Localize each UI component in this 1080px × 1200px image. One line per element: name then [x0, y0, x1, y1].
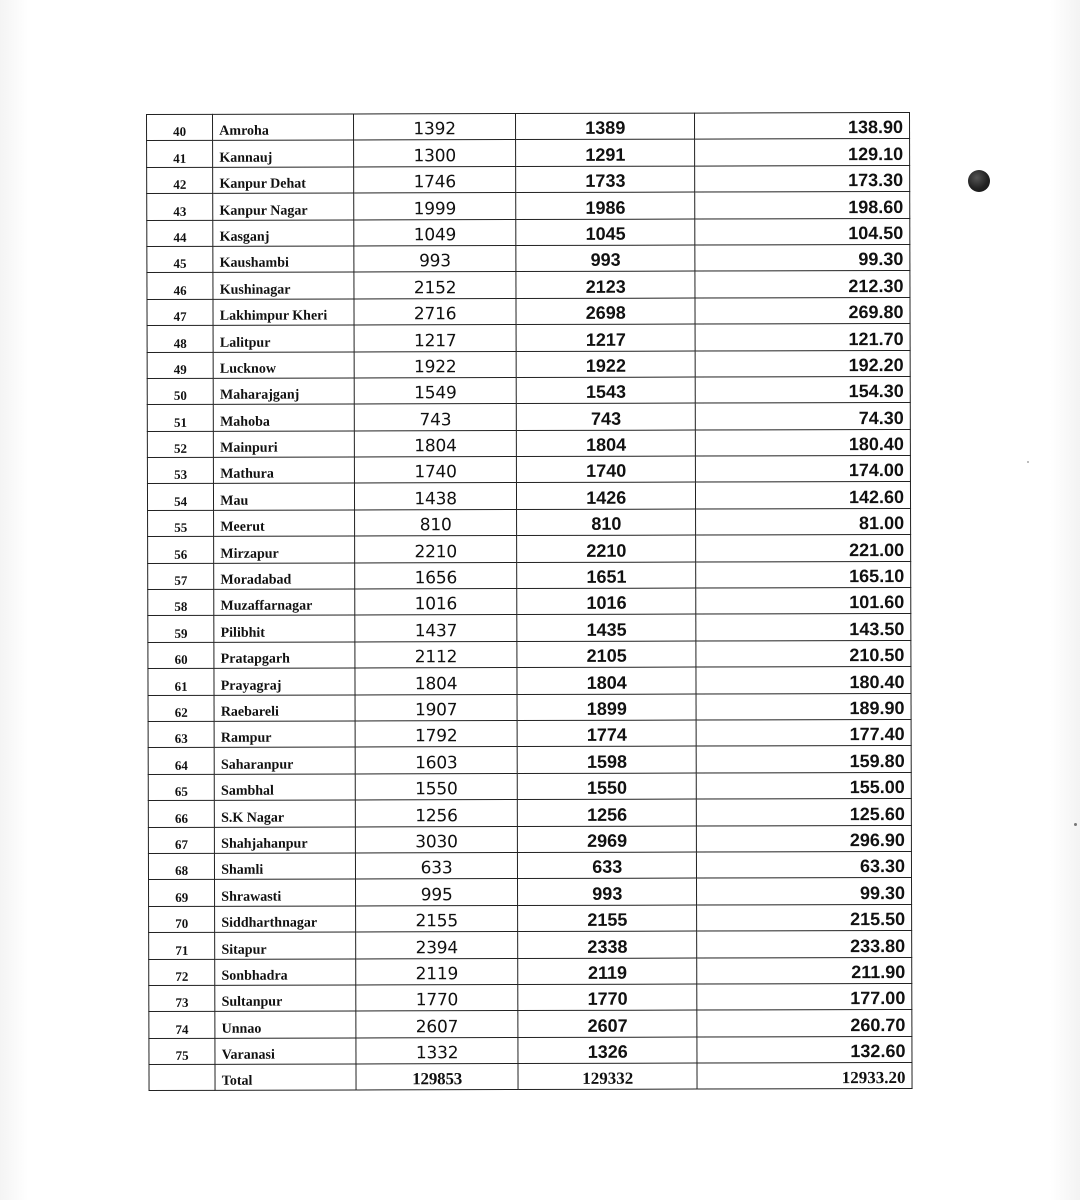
serial-number-cell: 51 — [147, 405, 213, 432]
value-a-cell: 2112 — [355, 641, 518, 668]
serial-number-cell: 53 — [147, 457, 213, 484]
serial-number-cell: 69 — [149, 880, 215, 907]
district-name-cell: Mahoba — [214, 404, 355, 431]
value-c-cell: 180.40 — [695, 429, 910, 456]
value-a-cell: 1907 — [355, 694, 518, 721]
value-b-cell: 1435 — [517, 614, 696, 641]
value-b-cell: 1804 — [517, 667, 696, 694]
value-a-cell: 1550 — [355, 773, 518, 800]
value-b-cell: 2969 — [518, 826, 697, 853]
district-name-cell: Maharajganj — [213, 378, 354, 405]
serial-number-cell: 74 — [149, 1012, 215, 1039]
serial-number-cell: 63 — [148, 721, 214, 748]
value-c-cell: 63.30 — [697, 851, 912, 878]
value-c-cell: 104.50 — [695, 218, 910, 245]
district-name-cell: Lalitpur — [213, 325, 354, 352]
value-b-cell: 743 — [517, 403, 696, 430]
value-c-cell: 180.40 — [696, 667, 911, 694]
value-a-cell: 2394 — [355, 932, 518, 959]
value-c-cell: 74.30 — [695, 403, 910, 430]
total-serial-number-cell — [149, 1064, 215, 1091]
value-c-cell: 177.40 — [696, 719, 911, 746]
district-name-cell: Kanpur Dehat — [213, 167, 354, 194]
table-row — [148, 614, 911, 642]
table-row — [149, 983, 912, 1011]
value-c-cell: 198.60 — [695, 192, 910, 219]
value-c-cell: 260.70 — [697, 1010, 912, 1037]
value-b-cell: 1774 — [518, 720, 697, 747]
value-b-cell: 1804 — [517, 430, 696, 457]
value-c-cell: 81.00 — [696, 508, 911, 535]
district-name-cell: Mainpuri — [214, 431, 355, 458]
table-row — [148, 667, 911, 695]
district-name-cell: Siddharthnagar — [215, 906, 356, 933]
total-district-name-cell: Total — [215, 1064, 356, 1091]
district-name-cell: Muzaffarnagar — [214, 589, 355, 616]
table-row — [147, 139, 910, 167]
table-row — [147, 218, 910, 246]
district-name-cell: Lucknow — [213, 351, 354, 378]
serial-number-cell: 45 — [147, 246, 213, 273]
table-row — [148, 693, 911, 721]
serial-number-cell: 52 — [147, 431, 213, 458]
district-name-cell: Raebareli — [214, 695, 355, 722]
value-b-cell: 633 — [518, 852, 697, 879]
table-row — [147, 482, 910, 510]
value-a-cell: 1016 — [355, 589, 518, 616]
value-b-cell: 993 — [518, 878, 697, 905]
serial-number-cell: 48 — [147, 325, 213, 352]
value-b-cell: 1543 — [517, 377, 696, 404]
value-c-cell: 143.50 — [696, 614, 911, 641]
serial-number-cell: 64 — [148, 748, 214, 775]
value-b-cell: 1291 — [516, 139, 695, 166]
serial-number-cell: 70 — [149, 906, 215, 933]
value-a-cell: 1438 — [354, 483, 517, 510]
value-c-cell: 138.90 — [695, 113, 910, 140]
serial-number-cell: 41 — [147, 141, 213, 168]
district-name-cell: Prayagraj — [214, 668, 355, 695]
district-name-cell: Shrawasti — [215, 879, 356, 906]
serial-number-cell: 61 — [148, 669, 214, 696]
table-row — [148, 746, 911, 774]
value-a-cell: 3030 — [355, 826, 518, 853]
serial-number-cell: 65 — [148, 774, 214, 801]
table-row — [147, 271, 910, 299]
serial-number-cell: 75 — [149, 1038, 215, 1065]
serial-number-cell: 71 — [149, 932, 215, 959]
value-c-cell: 155.00 — [696, 772, 911, 799]
table-row — [148, 508, 911, 536]
table-row — [147, 350, 910, 378]
table-row — [149, 904, 912, 932]
value-a-cell: 1740 — [354, 457, 517, 484]
value-a-cell: 1999 — [354, 193, 517, 220]
serial-number-cell: 43 — [147, 193, 213, 220]
table-row — [148, 851, 911, 879]
value-c-cell: 154.30 — [695, 376, 910, 403]
value-c-cell: 125.60 — [696, 799, 911, 826]
district-name-cell: Unnao — [215, 1011, 356, 1038]
table-row — [147, 376, 910, 404]
district-name-cell: Saharanpur — [214, 747, 355, 774]
district-name-cell: Sambhal — [214, 774, 355, 801]
value-b-cell: 2607 — [518, 1010, 697, 1037]
value-c-cell: 269.80 — [695, 297, 910, 324]
value-c-cell: 177.00 — [697, 983, 912, 1010]
value-c-cell: 215.50 — [697, 904, 912, 931]
value-b-cell: 1598 — [518, 746, 697, 773]
table-row — [147, 244, 910, 272]
table-row — [147, 429, 910, 457]
serial-number-cell: 59 — [148, 616, 214, 643]
value-c-cell: 101.60 — [696, 588, 911, 615]
value-c-cell: 221.00 — [696, 535, 911, 562]
value-a-cell: 1804 — [355, 668, 518, 695]
value-a-cell: 1256 — [355, 800, 518, 827]
table-row — [148, 719, 911, 747]
value-b-cell: 2210 — [517, 535, 696, 562]
value-b-cell: 1426 — [517, 483, 696, 510]
district-name-cell: Sonbhadra — [215, 958, 356, 985]
serial-number-cell: 62 — [148, 695, 214, 722]
district-name-cell: Sitapur — [215, 932, 356, 959]
district-name-cell: Meerut — [214, 510, 355, 537]
serial-number-cell: 67 — [148, 827, 214, 854]
table-body — [147, 113, 913, 1091]
table-row — [148, 561, 911, 589]
district-name-cell: Mirzapur — [214, 536, 355, 563]
value-b-cell: 1326 — [518, 1037, 697, 1064]
value-b-cell: 1899 — [517, 694, 696, 721]
serial-number-cell: 40 — [147, 114, 213, 141]
value-c-cell: 142.60 — [696, 482, 911, 509]
value-a-cell: 1549 — [354, 377, 517, 404]
value-b-cell: 2155 — [518, 905, 697, 932]
table-row — [148, 799, 911, 827]
serial-number-cell: 47 — [147, 299, 213, 326]
district-name-cell: Mathura — [214, 457, 355, 484]
district-name-cell: S.K Nagar — [215, 800, 356, 827]
value-a-cell: 2716 — [354, 298, 517, 325]
table-row — [148, 588, 911, 616]
value-b-cell: 1740 — [517, 456, 696, 483]
serial-number-cell: 55 — [148, 510, 214, 537]
value-b-cell: 1986 — [516, 192, 695, 219]
scan-speck — [1074, 823, 1077, 826]
value-b-cell: 810 — [517, 509, 696, 536]
serial-number-cell: 46 — [147, 273, 213, 300]
value-c-cell: 233.80 — [697, 931, 912, 958]
total-value-c-cell: 12933.20 — [697, 1063, 912, 1090]
value-a-cell: 1049 — [354, 219, 517, 246]
value-a-cell: 1746 — [353, 166, 516, 193]
district-name-cell: Sultanpur — [215, 985, 356, 1012]
value-a-cell: 743 — [354, 404, 517, 431]
district-name-cell: Pratapgarh — [214, 642, 355, 669]
district-name-cell: Moradabad — [214, 563, 355, 590]
value-a-cell: 2119 — [356, 958, 519, 985]
value-b-cell: 1016 — [517, 588, 696, 615]
serial-number-cell: 68 — [148, 853, 214, 880]
table-row — [147, 456, 910, 484]
value-b-cell: 1389 — [516, 113, 695, 140]
value-a-cell: 1437 — [355, 615, 518, 642]
scan-speck — [1027, 461, 1029, 463]
total-row — [149, 1063, 912, 1091]
value-c-cell: 174.00 — [696, 456, 911, 483]
serial-number-cell: 44 — [147, 220, 213, 247]
district-name-cell: Shamli — [215, 853, 356, 880]
value-a-cell: 995 — [355, 879, 518, 906]
table-row — [149, 1036, 912, 1064]
punch-hole-mark — [968, 170, 990, 192]
value-c-cell: 99.30 — [695, 244, 910, 271]
value-b-cell: 1770 — [518, 984, 697, 1011]
value-a-cell: 2210 — [354, 536, 517, 563]
value-b-cell: 2338 — [518, 931, 697, 958]
value-b-cell: 1922 — [517, 351, 696, 378]
value-b-cell: 2698 — [516, 298, 695, 325]
table-row — [149, 1010, 912, 1038]
serial-number-cell: 50 — [147, 378, 213, 405]
value-c-cell: 121.70 — [695, 324, 910, 351]
table-row — [149, 957, 912, 985]
value-b-cell: 2119 — [518, 958, 697, 985]
value-c-cell: 173.30 — [695, 165, 910, 192]
value-a-cell: 993 — [354, 245, 517, 272]
serial-number-cell: 49 — [147, 352, 213, 379]
serial-number-cell: 58 — [148, 589, 214, 616]
value-b-cell: 1217 — [516, 324, 695, 351]
table-row — [148, 535, 911, 563]
value-a-cell: 1300 — [353, 140, 516, 167]
table-row — [147, 324, 910, 352]
value-a-cell: 1217 — [354, 325, 517, 352]
serial-number-cell: 60 — [148, 642, 214, 669]
table-row — [147, 113, 910, 141]
value-a-cell: 2155 — [355, 905, 518, 932]
district-name-cell: Kushinagar — [213, 272, 354, 299]
table-row — [148, 640, 911, 668]
district-name-cell: Kaushambi — [213, 246, 354, 273]
value-b-cell: 2105 — [517, 641, 696, 668]
value-c-cell: 99.30 — [697, 878, 912, 905]
district-name-cell: Mau — [214, 483, 355, 510]
district-name-cell: Kanpur Nagar — [213, 193, 354, 220]
value-c-cell: 129.10 — [695, 139, 910, 166]
value-b-cell: 993 — [516, 245, 695, 272]
table-row — [149, 931, 912, 959]
serial-number-cell: 73 — [149, 985, 215, 1012]
serial-number-cell: 56 — [148, 537, 214, 564]
serial-number-cell: 57 — [148, 563, 214, 590]
value-c-cell: 192.20 — [695, 350, 910, 377]
district-data-table — [146, 112, 913, 1091]
district-name-cell: Rampur — [214, 721, 355, 748]
value-a-cell: 1332 — [356, 1037, 519, 1064]
value-c-cell: 212.30 — [695, 271, 910, 298]
value-a-cell: 1922 — [354, 351, 517, 378]
district-name-cell: Kasganj — [213, 220, 354, 247]
value-b-cell: 1733 — [516, 166, 695, 193]
district-name-cell: Lakhimpur Kheri — [213, 299, 354, 326]
district-name-cell: Pilibhit — [214, 615, 355, 642]
table-row — [147, 165, 910, 193]
total-value-b-cell: 129332 — [518, 1063, 697, 1090]
value-b-cell: 1045 — [516, 219, 695, 246]
district-name-cell: Kannauj — [213, 140, 354, 167]
table-row — [147, 192, 910, 220]
value-a-cell: 2607 — [356, 1011, 519, 1038]
value-c-cell: 132.60 — [697, 1036, 912, 1063]
table-row — [147, 403, 910, 431]
value-b-cell: 2123 — [516, 271, 695, 298]
value-a-cell: 1804 — [354, 430, 517, 457]
serial-number-cell: 72 — [149, 959, 215, 986]
district-name-cell: Amroha — [213, 114, 354, 141]
value-a-cell: 810 — [354, 509, 517, 536]
value-c-cell: 210.50 — [696, 640, 911, 667]
serial-number-cell: 66 — [148, 800, 214, 827]
value-a-cell: 2152 — [354, 272, 517, 299]
value-c-cell: 159.80 — [696, 746, 911, 773]
value-a-cell: 1770 — [356, 984, 519, 1011]
table-row — [149, 878, 912, 906]
value-a-cell: 1603 — [355, 747, 518, 774]
value-c-cell: 211.90 — [697, 957, 912, 984]
value-c-cell: 189.90 — [696, 693, 911, 720]
district-name-cell: Shahjahanpur — [215, 827, 356, 854]
value-a-cell: 1392 — [353, 114, 516, 141]
district-name-cell: Varanasi — [215, 1038, 356, 1065]
value-c-cell: 165.10 — [696, 561, 911, 588]
total-value-a-cell: 129853 — [356, 1064, 519, 1091]
value-c-cell: 296.90 — [696, 825, 911, 852]
value-a-cell: 1792 — [355, 721, 518, 748]
value-a-cell: 633 — [355, 852, 518, 879]
table-row — [147, 297, 910, 325]
value-a-cell: 1656 — [354, 562, 517, 589]
serial-number-cell: 54 — [147, 484, 213, 511]
table-row — [148, 825, 911, 853]
value-b-cell: 1651 — [517, 562, 696, 589]
serial-number-cell: 42 — [147, 167, 213, 194]
table-row — [148, 772, 911, 800]
value-b-cell: 1256 — [518, 799, 697, 826]
value-b-cell: 1550 — [518, 773, 697, 800]
